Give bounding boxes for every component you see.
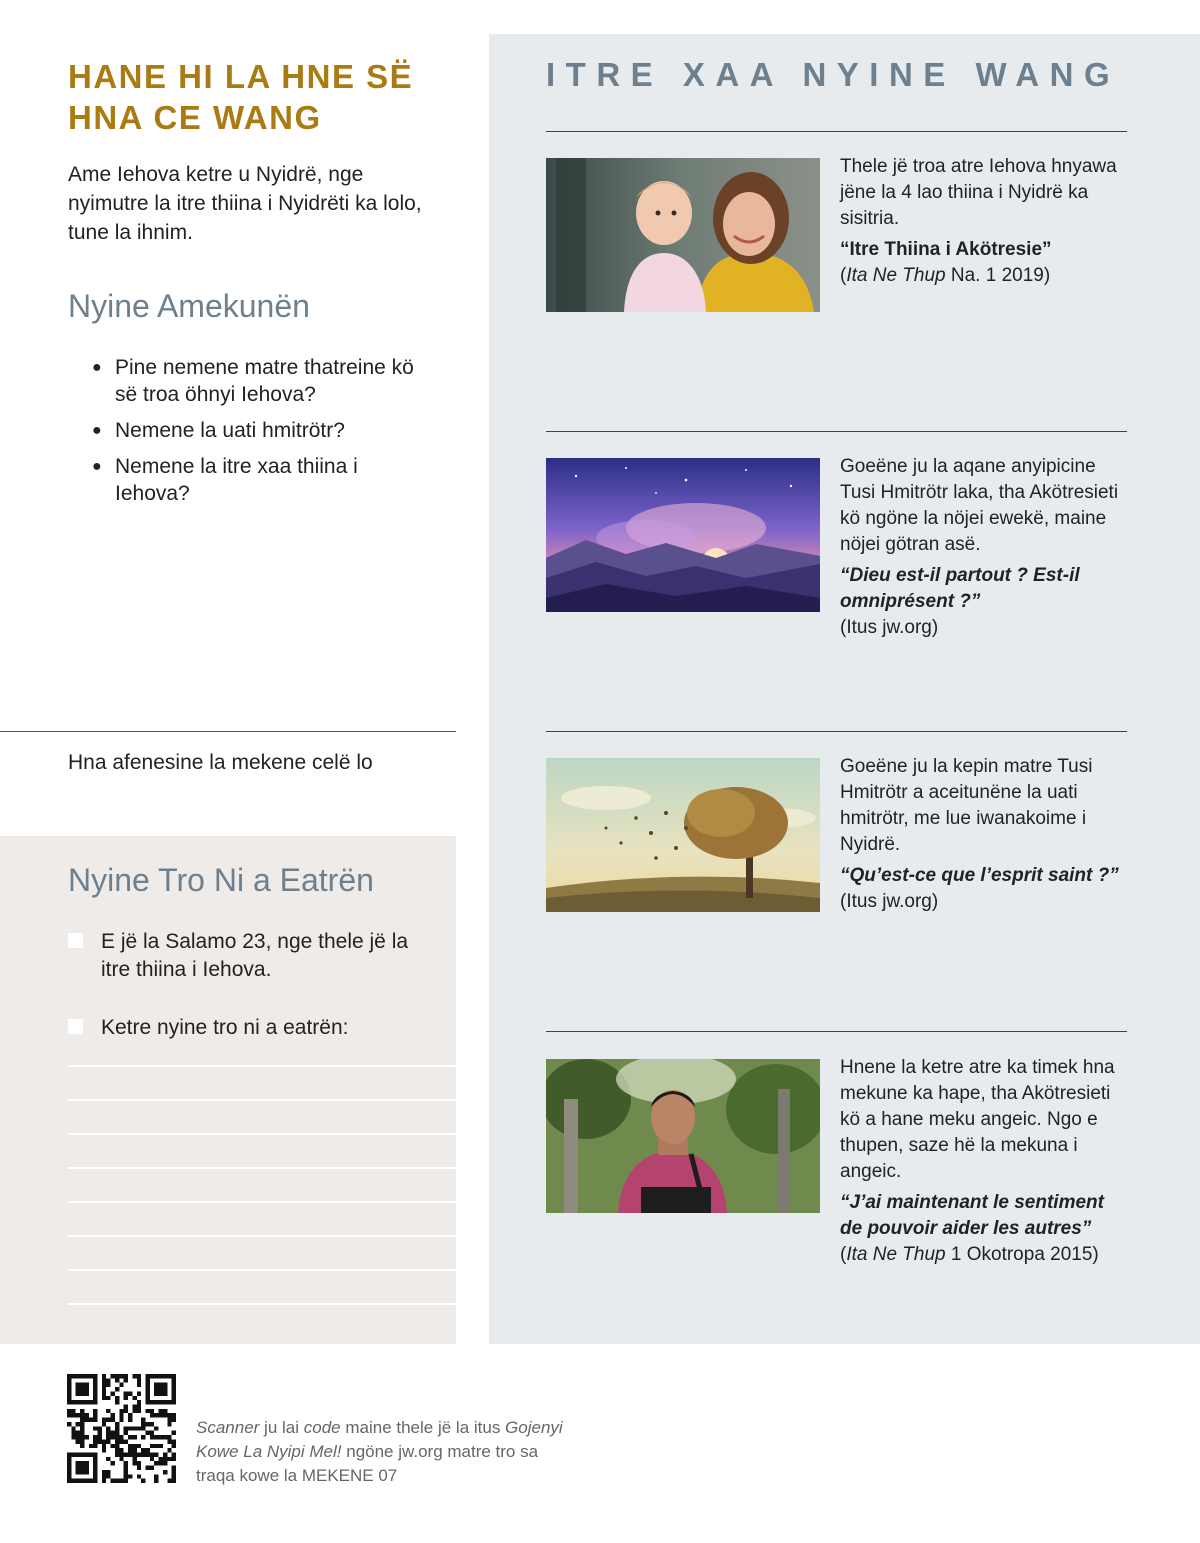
review-question-text: Pine nemene matre thatreine kö së troa öhnyi Iehova? xyxy=(115,356,414,406)
writing-line[interactable] xyxy=(68,1269,456,1271)
task-checkbox[interactable] xyxy=(68,1019,83,1034)
bullet-icon: ● xyxy=(92,359,102,376)
writing-line[interactable] xyxy=(68,1133,456,1135)
resource-title-link[interactable]: “Itre Thiina i Akötresie” xyxy=(840,239,1052,260)
resource-divider xyxy=(546,1031,1127,1032)
writing-line[interactable] xyxy=(68,1303,456,1305)
resource-description: Hnene la ketre atre ka timek hna mekune ka hape, tha Akötresieti kö a hane meku angeic. Ngo e thupen, saze hë la mekuna i angeic. xyxy=(840,1057,1115,1182)
resource-text xyxy=(840,754,1130,915)
resource-title-link[interactable]: “Dieu est-il partout ? Est-il omniprésent ?” xyxy=(840,565,1080,612)
summary-title-line-1: HANE HI LA HNE SË xyxy=(68,58,414,95)
review-question xyxy=(92,354,432,408)
task-checkbox[interactable] xyxy=(68,933,83,948)
resource-text xyxy=(840,454,1130,641)
review-question-text: Nemene la itre xaa thiina i Iehova? xyxy=(115,455,358,505)
resource-text xyxy=(840,1055,1130,1268)
resource-source: (Ita Ne Thup 1 Okotropa 2015) xyxy=(840,1244,1099,1265)
intro-text: Ame Iehova ketre u Nyidrë, nge nyimutre la itre thiina i Nyidrëti ka lolo, tune la ihnim. xyxy=(68,163,422,244)
mother-holding-child-photo xyxy=(546,158,820,312)
try-this-panel xyxy=(0,836,456,1344)
writing-line[interactable] xyxy=(68,1201,456,1203)
writing-line[interactable] xyxy=(68,1065,456,1067)
review-question xyxy=(92,417,432,444)
resource-title-link[interactable]: “Qu’est-ce que l’esprit saint ?” xyxy=(840,865,1119,886)
resource-divider xyxy=(546,731,1127,732)
resource-source: (Itus jw.org) xyxy=(840,617,939,638)
resource-description: Thele jë troa atre Iehova hnyawa jëne la 4 lao thiina i Nyidrë ka sisitria. xyxy=(840,156,1117,229)
bullet-icon: ● xyxy=(92,422,102,439)
footer-note: Scanner ju lai code maine thele jë la itus Gojenyi Kowe La Nyipi Mel! ngöne jw.org matre tro sa traqa kowe la MEKENE 07 xyxy=(196,1418,563,1485)
resource-description: Goeëne ju la aqane anyipicine Tusi Hmitrötr laka, tha Akötresieti kö ngöne la nöjei ewekë, maine nöjei götran asë. xyxy=(840,456,1119,555)
resource-divider xyxy=(546,431,1127,432)
date-completed-label: Hna afenesine la mekene celë lo xyxy=(68,751,373,774)
section-divider xyxy=(0,731,456,732)
summary-title xyxy=(68,56,468,138)
tree-in-wind-illustration xyxy=(546,758,820,912)
resource-title-link[interactable]: “J’ai maintenant le sentiment de pouvoir aider les autres” xyxy=(840,1192,1104,1239)
starry-sunset-mountains-illustration xyxy=(546,458,820,612)
review-heading: Nyine Amekunën xyxy=(68,288,310,324)
resource-source: (Itus jw.org) xyxy=(840,891,939,912)
task-text: E jë la Salamo 23, nge thele jë la itre thiina i Iehova. xyxy=(101,930,409,981)
resource-text xyxy=(840,154,1130,289)
review-question-list xyxy=(92,354,432,516)
resource-description: Goeëne ju la kepin matre Tusi Hmitrötr a aceitunëne la uati hmitrötr, me lue iwanakoime i Nyidrë. xyxy=(840,756,1093,855)
resource-divider xyxy=(546,131,1127,132)
writing-line[interactable] xyxy=(68,1235,456,1237)
review-question-text: Nemene la uati hmitrötr? xyxy=(115,419,345,442)
discover-title: ITRE XAA NYINE WANG xyxy=(546,56,1121,93)
writing-line[interactable] xyxy=(68,1167,456,1169)
young-man-portrait-photo xyxy=(546,1059,820,1213)
qr-code-icon[interactable] xyxy=(67,1374,176,1483)
review-question xyxy=(92,453,432,507)
bullet-icon: ● xyxy=(92,458,102,475)
resource-source: (Ita Ne Thup Na. 1 2019) xyxy=(840,265,1051,286)
task-text: Ketre nyine tro ni a eatrën: xyxy=(101,1016,349,1039)
try-this-heading: Nyine Tro Ni a Eatrën xyxy=(68,862,374,898)
writing-line[interactable] xyxy=(68,1099,456,1101)
summary-title-line-2: HNA CE WANG xyxy=(68,99,322,136)
